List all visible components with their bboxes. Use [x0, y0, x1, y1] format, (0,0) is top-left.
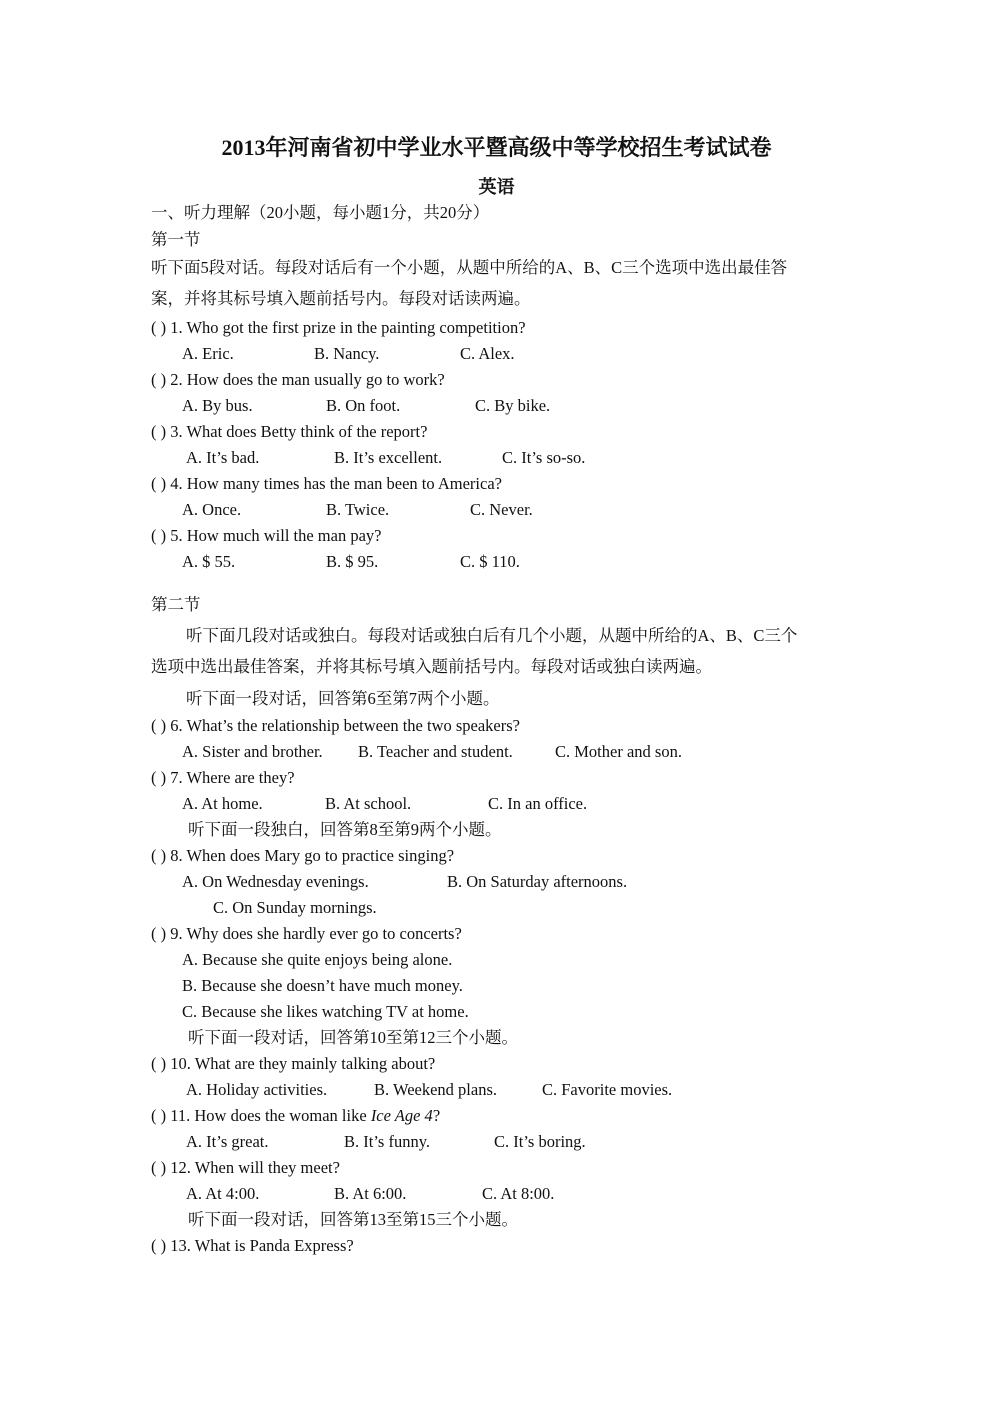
question-stem: ( ) 2. How does the man usually go to work? [151, 370, 445, 389]
option-c: C. Never. [470, 500, 533, 519]
option-b: B. At 6:00. [334, 1184, 407, 1203]
question-stem: ( ) 3. What does Betty think of the report? [151, 422, 428, 441]
option-c: C. Favorite movies. [542, 1080, 673, 1099]
option-b: B. Twice. [326, 500, 390, 519]
option-a: A. Sister and brother. [182, 742, 323, 761]
question-stem: ( ) 12. When will they meet? [151, 1158, 340, 1177]
dialogue-note: 听下面一段对话，回答第13至第15三个小题。 [188, 1210, 518, 1229]
section1-label: 第一节 [151, 230, 201, 249]
option-b: B. It’s excellent. [334, 448, 443, 467]
option-a: A. By bus. [182, 396, 253, 415]
option-b: B. Nancy. [314, 344, 380, 363]
option-c: C. $ 110. [460, 552, 520, 571]
option-c: C. Alex. [460, 344, 515, 363]
section2-instruction-line: 听下面几段对话或独白。每段对话或独白后有几个小题，从题中所给的A、B、C三个 [186, 626, 798, 645]
option-b: B. It’s funny. [344, 1132, 431, 1151]
option-b: B. Because she doesn’t have much money. [182, 976, 463, 995]
option-c: C. It’s so-so. [502, 448, 586, 467]
question-stem: ( ) 5. How much will the man pay? [151, 526, 382, 545]
dialogue-note: 听下面一段对话，回答第6至第7两个小题。 [186, 689, 500, 708]
option-c: C. In an office. [488, 794, 588, 813]
monologue-note: 听下面一段独白，回答第8至第9两个小题。 [188, 820, 502, 839]
question-stem: ( ) 9. Why does she hardly ever go to concerts? [151, 924, 462, 943]
section1-instruction-line: 听下面5段对话。每段对话后有一个小题，从题中所给的A、B、C三个选项中选出最佳答 [151, 258, 788, 277]
option-c: C. It’s boring. [494, 1132, 586, 1151]
question-stem: ( ) 13. What is Panda Express? [151, 1236, 354, 1255]
question-stem: ( ) 4. How many times has the man been to America? [151, 474, 502, 493]
section2-instruction-line: 选项中选出最佳答案，并将其标号填入题前括号内。每段对话或独白读两遍。 [151, 657, 712, 676]
question-stem: ( ) 7. Where are they? [151, 768, 295, 787]
option-b: B. On Saturday afternoons. [447, 872, 628, 891]
section2-label: 第二节 [151, 595, 201, 614]
section1-instruction-line: 案，并将其标号填入题前括号内。每段对话读两遍。 [151, 289, 531, 308]
question-stem [151, 1105, 440, 1127]
question-stem: ( ) 6. What’s the relationship between the two speakers? [151, 716, 520, 735]
stem-end: ? [432, 1106, 441, 1125]
option-a: A. It’s great. [186, 1132, 269, 1151]
option-c: C. At 8:00. [482, 1184, 555, 1203]
stem-text: ( ) 11. How does the woman like [151, 1106, 371, 1125]
subject-heading: 英语 [478, 177, 515, 197]
option-c: C. Mother and son. [555, 742, 682, 761]
option-a: A. $ 55. [182, 552, 236, 571]
option-b: B. At school. [325, 794, 412, 813]
option-a: A. Once. [182, 500, 242, 519]
option-b: B. Teacher and student. [358, 742, 513, 761]
question-stem: ( ) 8. When does Mary go to practice singing? [151, 846, 455, 865]
question-stem: ( ) 10. What are they mainly talking about? [151, 1054, 436, 1073]
option-c: C. Because she likes watching TV at home. [182, 1002, 469, 1021]
option-c: C. By bike. [475, 396, 551, 415]
option-a: A. Eric. [182, 344, 234, 363]
option-a: A. Because she quite enjoys being alone. [182, 950, 453, 969]
part1-heading: 一、听力理解（20小题，每小题1分，共20分） [151, 203, 490, 222]
option-a: A. On Wednesday evenings. [182, 872, 369, 891]
page-title: 2013年河南省初中学业水平暨高级中等学校招生考试试卷 [221, 135, 772, 160]
option-b: B. Weekend plans. [374, 1080, 498, 1099]
movie-title: Ice Age 4 [370, 1106, 433, 1125]
option-b: B. On foot. [326, 396, 401, 415]
option-a: A. Holiday activities. [186, 1080, 328, 1099]
option-b: B. $ 95. [326, 552, 379, 571]
dialogue-note: 听下面一段对话，回答第10至第12三个小题。 [188, 1028, 518, 1047]
option-c: C. On Sunday mornings. [213, 898, 377, 917]
question-stem: ( ) 1. Who got the first prize in the painting competition? [151, 318, 526, 337]
option-a: A. At 4:00. [186, 1184, 260, 1203]
option-a: A. At home. [182, 794, 263, 813]
option-a: A. It’s bad. [186, 448, 260, 467]
